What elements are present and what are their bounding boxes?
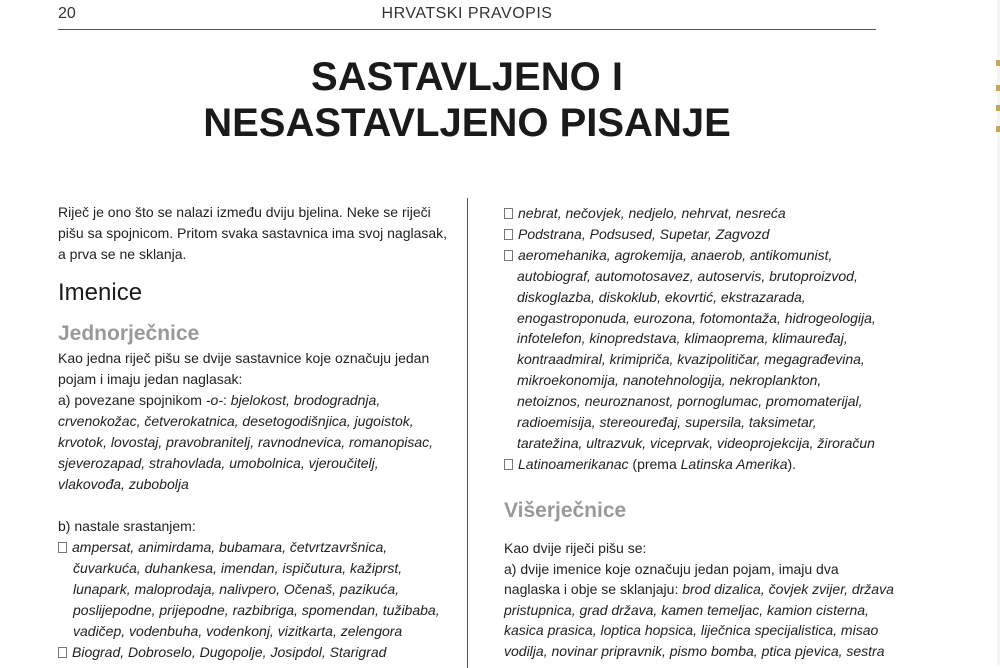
text-line [58,369,242,389]
text-segment: ). [787,455,797,472]
example-words: nebrat, nečovjek, nedjelo, nehrvat, nesreća [518,205,786,221]
title-line: NESASTAVLJENO PISANJE [203,101,731,145]
page-number: 20 [58,5,76,22]
text-line [58,202,431,222]
example-words: Latinska Amerika [680,455,788,472]
text-line [58,244,186,264]
text-segment: a) dvije imenice koje označuju jedan pojam, imaju dva [504,560,839,577]
subsection-heading: Višerječnice [504,499,627,522]
example-words: vodilja, novinar pripravnik, pismo bomba, ptica pjevica, sestra [504,643,885,659]
header-rule [58,29,876,30]
text-line [517,391,863,411]
text-line [504,203,786,223]
text-segment: Kao jedna riječ pišu se dvije sastavnice koje označuju jedan [58,350,430,366]
text-line [58,432,433,452]
text-line [58,537,387,557]
text-line [517,412,817,432]
example-words: vlakovođa, zubobolja [58,476,189,492]
title-line: SASTAVLJENO I [311,55,623,99]
next-page-mark [996,85,1000,91]
example-words: aeromehanika, agrokemija, anaerob, antikomunist, [518,246,833,263]
next-page-mark [996,126,1000,132]
bullet-icon [504,459,513,470]
text-line [504,538,646,558]
example-words: čuvarkuća, duhankesa, imendan, ispičutura, kažiprst, [73,560,403,576]
text-line [58,642,386,662]
example-words: Biograd, Dobroselo, Dugopolje, Josipdol, Starigrad [72,644,387,660]
example-words: kasica prasica, loptica hopsica, liječnica specijalistica, misao [504,622,879,639]
section-heading: Imenice [58,279,143,306]
example-words: crvenokožac, četverokatnica, desetogodišnjica, jugoistok, [58,413,414,429]
text-line [517,349,865,369]
example-words: autobiograf, automotosavez, autoservis, brutoproizvod, [517,267,858,284]
text-line [517,287,806,307]
text-line [504,579,894,599]
example-words: infotelefon, kinopredstava, klimaoprema, klimauređaj, [517,330,848,347]
next-page-mark [996,60,1000,66]
example-words: mikroekonomija, nanotehnologija, nekroplankton, [517,372,822,389]
bullet-icon [58,647,67,658]
example-words: Latinoamerikanac [518,455,629,472]
text-line [73,579,399,599]
text-line [504,641,885,661]
text-line [58,223,447,243]
example-words: ampersat, animirdama, bubamara, četvrtzavršnica, [72,539,388,555]
text-line [58,390,380,410]
example-words: kontraadmiral, krimipriča, kvazipolitičar, megagrađevina, [517,351,865,368]
text-line [58,453,379,473]
example-words: krvotok, lovostaj, pravobranitelj, ravnodnevica, romanopisac, [58,434,434,450]
example-words: Podstrana, Podsused, Supetar, Zagvozd [518,225,770,242]
example-words: brod dizalica, čovjek zvijer, država [682,581,894,598]
text-line [517,328,848,348]
page-title [58,54,876,146]
example-words: -o- [205,392,223,408]
text-line [73,558,402,578]
text-line [58,348,429,368]
text-line [58,411,414,431]
text-line [504,559,839,579]
text-segment: Riječ je ono što se nalazi između dviju bjelina. Neke se riječi [58,204,431,220]
example-words: radioemisija, stereouređaj, supersila, taksimetar, [517,414,817,430]
text-segment: naglaska i obje se sklanjaju: [504,581,683,598]
running-title: HRVATSKI PRAVOPIS [381,5,553,22]
text-line [517,370,821,390]
subsection-heading: Jednorječnice [58,322,200,345]
example-words: diskoglazba, diskoklub, ekovrtić, ekstrazarada, [517,288,806,305]
text-segment: a) povezane spojnikom [58,392,206,408]
text-segment: pojam i imaju jedan naglasak: [58,371,243,387]
bullet-icon [504,208,513,219]
example-words: bjelokost, brodogradnja, [230,392,381,408]
text-line [517,266,858,286]
example-words: lunapark, maloprodaja, nalivpero, Očenaš, pazikuća, [73,581,400,597]
bullet-icon [504,250,513,261]
example-words: enogastroponuda, eurozona, fotomontaža, hidrogeologija, [517,309,876,326]
text-line [504,620,878,640]
text-line [517,433,875,453]
column-divider [467,198,468,668]
example-words: vadičep, vodenbuha, vodenkonj, vizitkarta, zelengora [73,623,403,639]
text-line [73,621,402,641]
text-segment: pišu sa spojnicom. Pritom svaka sastavnica ima svoj naglasak, [58,225,448,241]
text-line [517,308,876,328]
example-words: sjeverozapad, strahovlada, umobolnica, vjeroučitelj, [58,455,379,471]
text-line [73,600,440,620]
example-words: netoiznos, neuroznanost, pornoglumac, promomaterijal, [517,393,863,410]
text-line [504,600,869,620]
list-label: b) nastale srastanjem: [58,518,196,534]
text-segment: a prva se ne sklanja. [58,246,187,262]
bullet-icon [504,229,513,240]
text-line [58,474,189,494]
text-line [504,245,832,265]
text-line [504,224,769,244]
text-segment: (prema [628,455,681,472]
example-words: taratežina, ultrazvuk, viceprvak, videoprojekcija, žiroračun [517,434,875,451]
text-segment: : [223,392,231,408]
example-words: pristupnica, grad država, kamen temeljac, kamion cisterna, [504,601,869,618]
next-page-mark [996,105,1000,111]
text-segment: Kao dvije riječi pišu se: [504,540,647,556]
text-line [504,454,796,474]
example-words: poslijepodne, prijepodne, razbibriga, spomendan, tužibaba, [73,602,440,618]
bullet-icon [58,542,67,553]
